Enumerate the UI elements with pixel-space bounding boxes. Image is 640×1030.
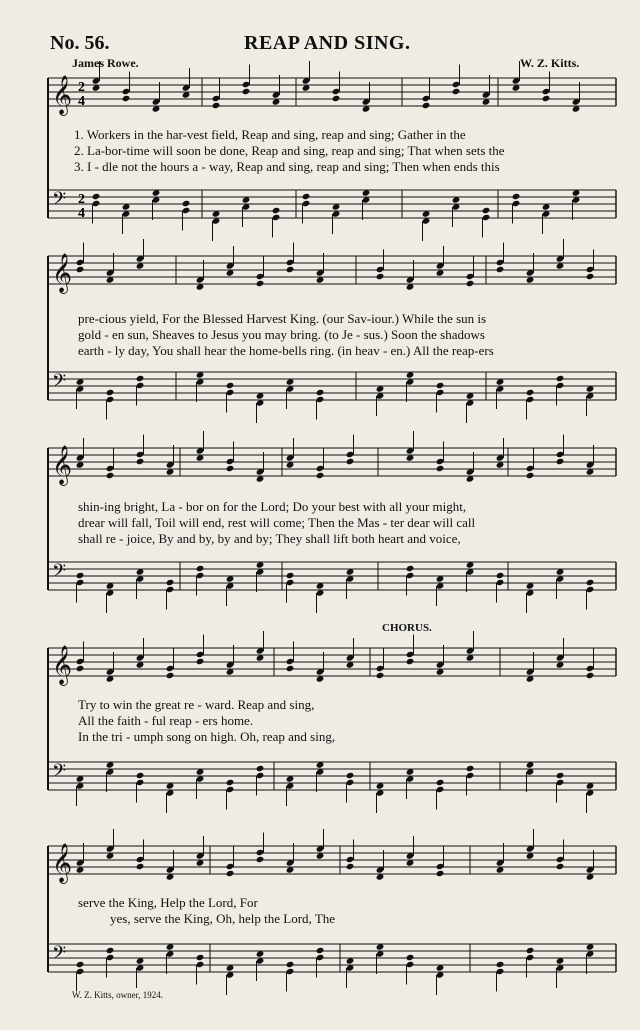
- note-head: [212, 95, 221, 102]
- note-head: [526, 389, 535, 396]
- note-head: [496, 259, 505, 266]
- note-head: [76, 658, 85, 665]
- lyric-line: 3. I - dle not the hours a - way, Reap and sing, reap and sing; Then when ends this: [74, 159, 500, 174]
- note-head: [406, 565, 415, 572]
- note-head: [286, 658, 295, 665]
- bass-clef-icon: 𝄢: [52, 189, 67, 214]
- note-head: [406, 572, 415, 579]
- note-head: [556, 856, 565, 863]
- note-head: [452, 81, 461, 88]
- lyric-line: 2. La-bor-time will soon be done, Reap and sing, reap and sing; That when sets the: [74, 143, 505, 158]
- note-head: [226, 458, 235, 465]
- composer-credit: W. Z. Kitts.: [520, 56, 580, 70]
- note-head: [466, 765, 475, 772]
- note-head: [542, 88, 551, 95]
- note-head: [496, 961, 505, 968]
- note-head: [466, 772, 475, 779]
- lyric-line: 1. Workers in the har-vest field, Reap and sing, reap and sing; Gather in the: [74, 127, 466, 142]
- note-head: [166, 579, 175, 586]
- note-head: [436, 870, 445, 877]
- note-head: [106, 472, 115, 479]
- note-head: [406, 658, 415, 665]
- note-head: [226, 870, 235, 877]
- note-head: [556, 382, 565, 389]
- note-head: [242, 81, 251, 88]
- note-head: [196, 658, 205, 665]
- note-head: [542, 95, 551, 102]
- note-head: [76, 266, 85, 273]
- note-head: [436, 382, 445, 389]
- note-head: [122, 95, 131, 102]
- note-head: [376, 273, 385, 280]
- note-head: [256, 273, 265, 280]
- note-head: [316, 465, 325, 472]
- note-head: [196, 572, 205, 579]
- note-head: [76, 665, 85, 672]
- lyric-line: yes, serve the King, Oh, help the Lord, The: [110, 911, 336, 926]
- lyricist-credit: James Rowe.: [72, 56, 139, 70]
- note-head: [406, 954, 415, 961]
- note-head: [286, 665, 295, 672]
- note-head: [226, 465, 235, 472]
- note-head: [496, 266, 505, 273]
- note-head: [76, 259, 85, 266]
- note-head: [226, 382, 235, 389]
- note-head: [76, 961, 85, 968]
- note-head: [586, 586, 595, 593]
- note-head: [526, 472, 535, 479]
- note-head: [556, 779, 565, 786]
- note-head: [76, 579, 85, 586]
- note-head: [316, 472, 325, 479]
- lyric-line: In the tri - umph song on high. Oh, reap and sing,: [78, 729, 336, 744]
- lyric-line: Try to win the great re - ward. Reap and sing,: [78, 697, 315, 712]
- note-head: [136, 451, 145, 458]
- treble-clef-icon: 𝄞: [52, 645, 73, 685]
- time-signature-bottom: 4: [78, 206, 85, 221]
- time-signature-top: 2: [78, 80, 85, 95]
- note-head: [482, 207, 491, 214]
- lyric-line: serve the King, Help the Lord, For: [78, 895, 258, 910]
- time-signature-top: 2: [78, 192, 85, 207]
- note-head: [422, 95, 431, 102]
- note-head: [526, 396, 535, 403]
- note-head: [136, 856, 145, 863]
- note-head: [226, 786, 235, 793]
- note-head: [466, 273, 475, 280]
- note-head: [226, 389, 235, 396]
- note-head: [346, 863, 355, 870]
- note-head: [106, 954, 115, 961]
- note-head: [136, 779, 145, 786]
- note-head: [286, 961, 295, 968]
- note-head: [496, 579, 505, 586]
- lyric-line: shall re - joice, By and by, by and by; They shall lift both heart and voice,: [78, 531, 461, 546]
- note-head: [302, 193, 311, 200]
- note-head: [272, 207, 281, 214]
- note-head: [106, 947, 115, 954]
- note-head: [316, 389, 325, 396]
- note-head: [496, 968, 505, 975]
- note-head: [406, 961, 415, 968]
- note-head: [406, 651, 415, 658]
- note-head: [556, 375, 565, 382]
- note-head: [346, 779, 355, 786]
- note-head: [556, 451, 565, 458]
- bass-clef-icon: 𝄢: [52, 761, 67, 786]
- note-head: [436, 458, 445, 465]
- note-head: [586, 579, 595, 586]
- note-head: [286, 579, 295, 586]
- note-head: [556, 772, 565, 779]
- note-head: [526, 465, 535, 472]
- note-head: [436, 465, 445, 472]
- note-head: [166, 672, 175, 679]
- note-head: [196, 651, 205, 658]
- note-head: [586, 273, 595, 280]
- note-head: [586, 672, 595, 679]
- note-head: [196, 961, 205, 968]
- note-head: [196, 954, 205, 961]
- note-head: [332, 95, 341, 102]
- note-head: [512, 193, 521, 200]
- note-head: [376, 266, 385, 273]
- lyric-line: All the faith - ful reap - ers home.: [78, 713, 254, 728]
- note-head: [212, 102, 221, 109]
- note-head: [512, 200, 521, 207]
- note-head: [106, 465, 115, 472]
- note-head: [256, 772, 265, 779]
- note-head: [242, 88, 251, 95]
- note-head: [422, 102, 431, 109]
- note-head: [182, 200, 191, 207]
- note-head: [286, 968, 295, 975]
- copyright-footer: W. Z. Kitts, owner, 1924.: [72, 990, 164, 1000]
- note-head: [346, 451, 355, 458]
- note-head: [526, 947, 535, 954]
- note-head: [346, 856, 355, 863]
- note-head: [452, 88, 461, 95]
- note-head: [496, 572, 505, 579]
- note-head: [302, 200, 311, 207]
- note-head: [586, 665, 595, 672]
- note-head: [332, 88, 341, 95]
- note-head: [92, 193, 101, 200]
- note-head: [136, 382, 145, 389]
- note-head: [76, 968, 85, 975]
- note-head: [106, 389, 115, 396]
- note-head: [436, 863, 445, 870]
- note-head: [136, 863, 145, 870]
- note-head: [136, 375, 145, 382]
- note-head: [196, 565, 205, 572]
- note-head: [316, 396, 325, 403]
- note-head: [92, 200, 101, 207]
- note-head: [316, 954, 325, 961]
- hymn-number: No. 56.: [50, 32, 110, 54]
- note-head: [182, 207, 191, 214]
- note-head: [376, 665, 385, 672]
- note-head: [286, 259, 295, 266]
- note-head: [526, 954, 535, 961]
- note-head: [376, 672, 385, 679]
- bass-clef-icon: 𝄢: [52, 371, 67, 396]
- bass-clef-icon: 𝄢: [52, 561, 67, 586]
- note-head: [256, 765, 265, 772]
- treble-clef-icon: 𝄞: [52, 843, 73, 883]
- note-head: [556, 863, 565, 870]
- note-head: [346, 458, 355, 465]
- note-head: [76, 572, 85, 579]
- note-head: [272, 214, 281, 221]
- note-head: [226, 863, 235, 870]
- note-head: [436, 786, 445, 793]
- note-head: [256, 856, 265, 863]
- note-head: [482, 214, 491, 221]
- treble-clef-icon: 𝄞: [52, 253, 73, 293]
- note-head: [436, 389, 445, 396]
- note-head: [286, 266, 295, 273]
- lyric-line: pre-cious yield, For the Blessed Harvest King. (our Sav-iour.) While the sun is: [78, 311, 487, 326]
- note-head: [466, 280, 475, 287]
- note-head: [226, 779, 235, 786]
- treble-clef-icon: 𝄞: [52, 75, 73, 115]
- note-head: [136, 458, 145, 465]
- lyric-line: drear will fall, Toil will end, rest will come; Then the Mas - ter dear will call: [78, 515, 476, 530]
- note-head: [166, 586, 175, 593]
- lyric-line: earth - ly day, You shall hear the home-bells ring. (in heav - en.) All the reap-ers: [78, 343, 494, 358]
- note-head: [136, 772, 145, 779]
- note-head: [122, 88, 131, 95]
- note-head: [556, 458, 565, 465]
- bass-clef-icon: 𝄢: [52, 943, 67, 968]
- note-head: [436, 779, 445, 786]
- note-head: [286, 572, 295, 579]
- treble-clef-icon: 𝄞: [52, 445, 73, 485]
- note-head: [316, 947, 325, 954]
- chorus-label: CHORUS.: [382, 622, 432, 634]
- lyric-line: shin-ing bright, La - bor on for the Lord; Do your best with all your might,: [78, 499, 467, 514]
- time-signature-bottom: 4: [78, 94, 85, 109]
- note-head: [346, 772, 355, 779]
- lyric-line: gold - en sun, Sheaves to Jesus you may bring. (to Je - sus.) Soon the shadows: [78, 327, 485, 342]
- note-head: [586, 266, 595, 273]
- note-head: [256, 280, 265, 287]
- note-head: [166, 665, 175, 672]
- hymn-title: REAP AND SING.: [244, 32, 411, 54]
- note-head: [256, 849, 265, 856]
- note-head: [106, 396, 115, 403]
